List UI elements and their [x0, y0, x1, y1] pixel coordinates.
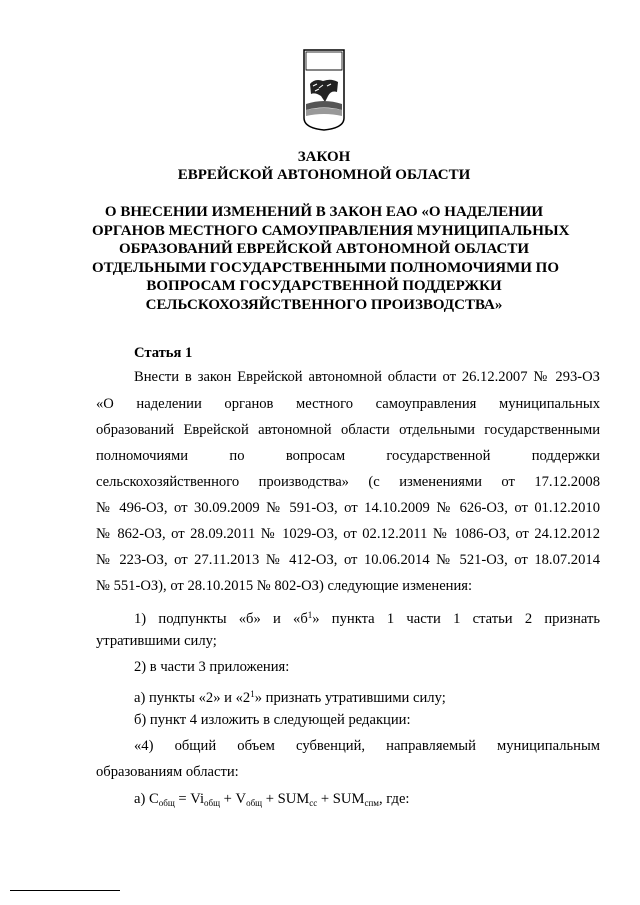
law-title-line: ОБРАЗОВАНИЙ ЕВРЕЙСКОЙ АВТОНОМНОЙ ОБЛАСТИ: [118, 241, 530, 257]
paragraph-line: полномочиями по вопросам государственной поддержки: [96, 448, 600, 464]
coat-of-arms-emblem: [301, 48, 347, 132]
law-title-line: О ВНЕСЕНИИ ИЗМЕНЕНИЙ В ЗАКОН ЕАО «О НАДЕЛЕНИИ: [104, 204, 544, 220]
quote-line: «4) общий объем субвенций, направляемый муниципальным: [134, 738, 600, 754]
paragraph-line: № 551-ОЗ), от 28.10.2015 № 802-ОЗ) следующие изменения:: [96, 578, 473, 594]
item-2b: б) пункт 4 изложить в следующей редакции:: [134, 712, 411, 728]
item-2: 2) в части 3 приложения:: [134, 659, 290, 675]
paragraph-line: № 496-ОЗ, от 30.09.2009 № 591-ОЗ, от 14.10.2009 № 626-ОЗ, от 01.12.2010: [96, 500, 600, 516]
law-title-line: ОТДЕЛЬНЫМИ ГОСУДАРСТВЕННЫМИ ПОЛНОМОЧИЯМИ ПО: [92, 259, 560, 276]
formula: а) $С_{общ} = Vi_{общ} + V_{общ} + SUM_{сс} + SUM_{спм}$, где:: [134, 791, 410, 808]
quote-line-continuation: образованиям области:: [96, 764, 239, 780]
law-title: [92, 203, 570, 314]
paragraph-line: № 862-ОЗ, от 28.09.2011 № 1029-ОЗ, от 02.12.2011 № 1086-ОЗ, от 24.12.2012: [96, 526, 600, 542]
item-2a: а) пункты «2» и «$2^1$» признать утратившими силу;: [134, 689, 446, 706]
item-1: 1) подпункты «б» и «$б^1$» пункта 1 части 1 статьи 2 признать: [134, 610, 600, 627]
paragraph-line: образований Еврейской автономной области отдельными государственными: [96, 422, 600, 438]
paragraph-line: Внести в закон Еврейской автономной области от 26.12.2007 № 293-ОЗ: [134, 369, 600, 385]
footnote-divider: [10, 890, 120, 891]
document-type: ЗАКОН: [297, 149, 351, 165]
paragraph-line: сельскохозяйственного производства» (с изменениями от 17.12.2008: [96, 474, 600, 490]
paragraph-line: «О наделении органов местного самоуправления муниципальных: [96, 396, 600, 412]
region-name: ЕВРЕЙСКОЙ АВТОНОМНОЙ ОБЛАСТИ: [177, 167, 471, 183]
law-title-line: ОРГАНОВ МЕСТНОГО САМОУПРАВЛЕНИЯ МУНИЦИПАЛЬНЫХ: [92, 222, 570, 239]
paragraph-line: № 223-ОЗ, от 27.11.2013 № 412-ОЗ, от 10.06.2014 № 521-ОЗ, от 18.07.2014: [96, 552, 600, 568]
article-heading: Статья 1: [134, 345, 193, 361]
law-title-line: СЕЛЬСКОХОЗЯЙСТВЕННОГО ПРОИЗВОДСТВА»: [145, 296, 503, 313]
item-1-continuation: утратившими силу;: [96, 633, 217, 649]
law-title-line: ВОПРОСАМ ГОСУДАРСТВЕННОЙ ПОДДЕРЖКИ: [146, 278, 502, 294]
